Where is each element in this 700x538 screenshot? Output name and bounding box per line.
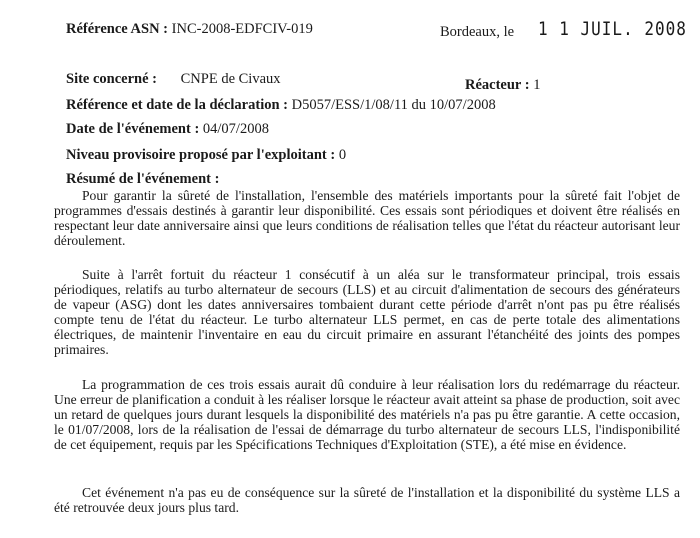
level-value: 0 xyxy=(338,147,347,163)
declaration-label: Référence et date de la déclaration : xyxy=(66,97,288,113)
declaration-line xyxy=(66,96,496,114)
paragraph-3: La programmation de ces trois essais aurait dû conduire à leur réalisation lors du redémarrage du réacteur. Une erreur de planification a conduit à les réaliser lorsque le réacteur avait atteint sa phase de production, soit avec un retard de quelques jours durant lesquels la disponibilité des matériels n'a pas pu être garantie. A cette occasion, le 01/07/2008, lors de la réalisation de l'essai de démarrage du turbo alternateur de secours LLS, l'indisponibilité de cet équipement, requis par les Spécifications Techniques d'Exploitation (STE), a été mise en évidence. xyxy=(54,377,680,452)
paragraph-4: Cet événement n'a pas eu de conséquence sur la sûreté de l'installation et la disponibilité du système LLS a été retrouvée deux jours plus tard. xyxy=(54,485,680,515)
event-date-line xyxy=(66,120,269,138)
reference-asn-label: Référence ASN : xyxy=(66,21,169,37)
reactor-value: 1 xyxy=(533,77,541,93)
reference-asn-value: INC-2008-EDFCIV-019 xyxy=(171,21,313,37)
reactor-line xyxy=(465,76,540,94)
reference-asn xyxy=(66,20,313,38)
summary-label: Résumé de l'événement : xyxy=(66,171,220,187)
reactor-label: Réacteur : xyxy=(465,77,530,93)
level-line xyxy=(66,146,346,164)
site-label: Site concerné : xyxy=(66,71,157,87)
event-date-value: 04/07/2008 xyxy=(202,121,269,137)
level-label: Niveau provisoire proposé par l'exploitant : xyxy=(66,147,336,163)
paragraph-1: Pour garantir la sûreté de l'installation, l'ensemble des matériels importants pour la sûreté fait l'objet de programmes d'essais destinés à garantir leur disponibilité. Ces essais sont périodiques et doivent être réalisés en respectant leur date anniversaire ainsi que leurs conditions de réalisation telles que l'état du réacteur autorisant leur déroulement. xyxy=(54,188,680,248)
site-line xyxy=(66,70,281,88)
site-value: CNPE de Civaux xyxy=(180,71,281,87)
event-date-label: Date de l'événement : xyxy=(66,121,200,137)
place-date xyxy=(440,23,514,41)
place-text: Bordeaux, le xyxy=(440,24,515,40)
declaration-value: D5057/ESS/1/08/11 du 10/07/2008 xyxy=(291,97,496,113)
paragraph-2: Suite à l'arrêt fortuit du réacteur 1 consécutif à un aléa sur le transformateur principal, trois essais périodiques, relatifs au turbo alternateur de secours (LLS) et au circuit d'alimentation de secours des générateurs de vapeur (ASG) dont les dates anniversaires tombaient durant cette période d'arrêt n'ont pas pu être réalisés compte tenu de l'état du réacteur. Le turbo alternateur LLS permet, en cas de perte totale des alimentations électriques, de maintenir l'inventaire en eau du circuit primaire en assurant l'étanchéité des joints des pompes primaires. xyxy=(54,267,680,357)
date-stamp: 1 1 JUIL. 2008 xyxy=(538,17,687,40)
